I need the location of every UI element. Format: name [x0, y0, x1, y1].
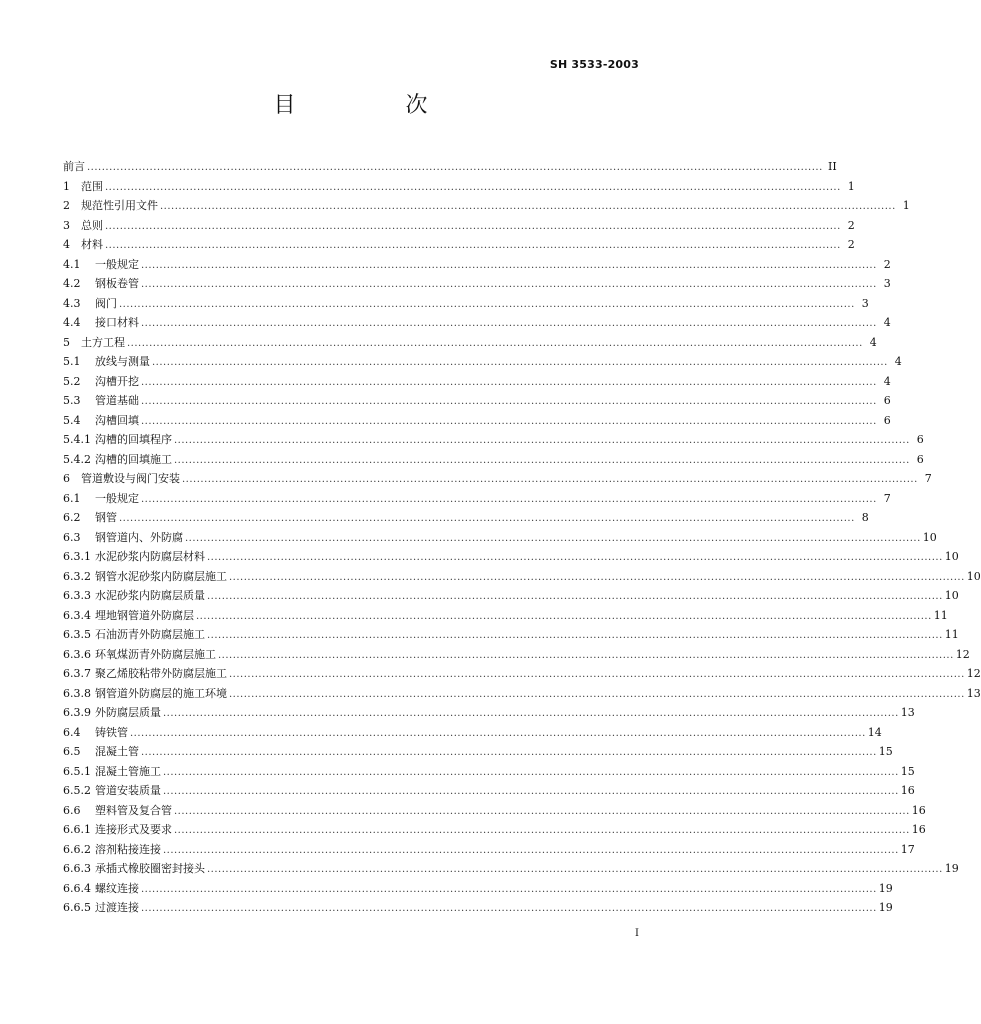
toc-entry-page: 16: [911, 803, 926, 817]
toc-dot-leader: ........................................................................................................................................................................................................: [229, 688, 965, 700]
toc-entry-label: 混凝土管: [95, 745, 139, 758]
toc-dot-leader: ........................................................................................................................................................................................................: [229, 669, 965, 680]
toc-entry-label: 钢管道内、外防腐: [95, 530, 183, 544]
toc-entry-page: 19: [878, 881, 893, 895]
toc-entry-page: II: [828, 160, 837, 173]
toc-entry-page: 16: [911, 823, 926, 836]
toc-dot-leader: ........................................................................................................................................................................................................: [207, 864, 943, 875]
toc-entry-number: 6.3.6: [63, 647, 91, 661]
toc-entry-page: 19: [944, 862, 959, 875]
toc-entry-label: 外防腐层质量: [95, 706, 161, 719]
toc-dot-leader: ........................................................................................................................................................................................................: [141, 415, 877, 427]
toc-entry-page: 10: [966, 569, 981, 583]
toc-entry-label: 连接形式及要求: [95, 823, 172, 836]
toc-entry-page: 4: [883, 316, 891, 329]
toc-entry-label: 石油沥青外防腐层施工: [95, 628, 205, 641]
toc-entry-label: 钢管水泥砂浆内防腐层施工: [95, 569, 227, 583]
toc-entry[interactable]: [63, 372, 891, 392]
toc-entry-number: 3: [63, 218, 70, 232]
toc-dot-leader: ........................................................................................................................................................................................................: [141, 376, 877, 388]
toc-dot-leader: ........................................................................................................................................................................................................: [163, 766, 899, 778]
toc-dot-leader: ........................................................................................................................................................................................................: [141, 493, 877, 505]
toc-dot-leader: ........................................................................................................................................................................................................: [141, 279, 877, 290]
toc-entry-label: 管道安装质量: [95, 784, 161, 797]
toc-entry-number: 6.5: [63, 745, 81, 758]
toc-entry-label: 放线与测量: [95, 355, 150, 368]
toc-entry[interactable]: [63, 489, 891, 509]
toc-entry-label: 沟槽回填: [95, 413, 139, 427]
toc-entry[interactable]: [63, 313, 891, 333]
toc-entry-label: 土方工程: [81, 335, 125, 349]
toc-entry[interactable]: [63, 567, 981, 587]
toc-entry-number: 5.4.2: [63, 452, 91, 466]
toc-entry[interactable]: [63, 391, 891, 411]
toc-entry[interactable]: [63, 781, 915, 801]
toc-entry-label: 过渡连接: [95, 901, 139, 914]
toc-entry-page: 8: [861, 511, 869, 524]
footer-page-number: I: [635, 928, 639, 939]
toc-entry-number: 6.6: [63, 803, 81, 817]
toc-entry-label: 钢板卷管: [95, 277, 139, 290]
toc-entry-page: 10: [922, 530, 937, 544]
toc-entry-label: 沟槽的回填程序: [95, 433, 172, 446]
toc-entry[interactable]: [63, 216, 855, 236]
table-of-contents: [63, 157, 981, 918]
toc-dot-leader: ........................................................................................................................................................................................................: [119, 513, 855, 524]
toc-dot-leader: ........................................................................................................................................................................................................: [182, 474, 918, 485]
toc-entry-page: 7: [924, 472, 932, 485]
toc-dot-leader: ........................................................................................................................................................................................................: [174, 454, 910, 466]
toc-entry-label: 一般规定: [95, 257, 139, 271]
toc-entry-page: 11: [944, 628, 959, 641]
toc-entry-label: 前言: [63, 160, 85, 173]
toc-dot-leader: ........................................................................................................................................................................................................: [141, 883, 877, 895]
toc-entry[interactable]: [63, 333, 877, 353]
toc-entry[interactable]: [63, 723, 882, 743]
toc-entry-number: 6.6.3: [63, 862, 91, 875]
toc-dot-leader: ........................................................................................................................................................................................................: [119, 298, 855, 310]
toc-entry-label: 接口材料: [95, 316, 139, 329]
toc-entry-number: 5.4: [63, 413, 81, 427]
toc-entry-number: 6.6.4: [63, 881, 91, 895]
toc-entry-page: 13: [900, 706, 915, 719]
toc-entry-label: 范围: [81, 179, 103, 193]
toc-entry[interactable]: [63, 294, 869, 314]
toc-dot-leader: ........................................................................................................................................................................................................: [141, 318, 877, 329]
toc-entry-number: 5.2: [63, 374, 81, 388]
toc-entry-page: 6: [916, 452, 924, 466]
toc-entry-page: 3: [883, 277, 891, 290]
toc-entry-label: 铸铁管: [95, 725, 128, 739]
toc-entry-page: 2: [883, 257, 891, 271]
toc-entry-page: 2: [847, 218, 855, 232]
toc-dot-leader: ........................................................................................................................................................................................................: [163, 844, 899, 856]
toc-dot-leader: ........................................................................................................................................................................................................: [207, 552, 943, 563]
toc-dot-leader: ........................................................................................................................................................................................................: [160, 201, 896, 212]
toc-entry-number: 6.1: [63, 491, 81, 505]
toc-entry[interactable]: [63, 820, 926, 840]
toc-dot-leader: ........................................................................................................................................................................................................: [163, 786, 899, 797]
toc-entry-number: 6.6.2: [63, 842, 91, 856]
toc-entry-page: 10: [944, 589, 959, 602]
toc-entry[interactable]: [63, 255, 891, 275]
toc-entry-label: 一般规定: [95, 491, 139, 505]
toc-entry-number: 6.4: [63, 725, 81, 739]
page-title: 目次: [273, 93, 538, 118]
toc-dot-leader: ........................................................................................................................................................................................................: [185, 532, 921, 544]
toc-entry-number: 4.3: [63, 296, 81, 310]
toc-entry-number: 6.3.5: [63, 628, 91, 641]
toc-entry-label: 材料: [81, 238, 103, 251]
toc-entry[interactable]: [63, 352, 902, 372]
toc-entry[interactable]: [63, 664, 981, 684]
toc-entry-number: 1: [63, 179, 70, 193]
toc-entry-page: 14: [867, 725, 882, 739]
toc-entry-page: 12: [966, 667, 981, 680]
toc-entry-label: 管道敷设与阀门安装: [81, 472, 180, 485]
toc-entry-number: 6.3.9: [63, 706, 91, 719]
toc-dot-leader: ........................................................................................................................................................................................................: [105, 181, 841, 193]
toc-entry[interactable]: [63, 684, 981, 704]
toc-entry-number: 2: [63, 199, 70, 212]
toc-entry[interactable]: [63, 508, 869, 528]
toc-entry-label: 溶剂粘接连接: [95, 842, 161, 856]
toc-entry-label: 沟槽开挖: [95, 374, 139, 388]
toc-entry-label: 钢管道外防腐层的施工环境: [95, 686, 227, 700]
toc-entry-label: 螺纹连接: [95, 881, 139, 895]
toc-entry-page: 4: [869, 335, 877, 349]
toc-dot-leader: ........................................................................................................................................................................................................: [141, 747, 877, 758]
toc-entry-label: 埋地钢管道外防腐层: [95, 608, 194, 622]
toc-dot-leader: ........................................................................................................................................................................................................: [130, 727, 866, 739]
toc-dot-leader: ........................................................................................................................................................................................................: [196, 610, 932, 622]
toc-entry[interactable]: [63, 801, 926, 821]
toc-entry-page: 12: [955, 647, 970, 661]
toc-entry-page: 17: [900, 842, 915, 856]
toc-entry-label: 水泥砂浆内防腐层质量: [95, 589, 205, 602]
toc-entry[interactable]: [63, 430, 924, 450]
toc-entry-page: 11: [933, 608, 948, 622]
toc-dot-leader: ........................................................................................................................................................................................................: [141, 903, 877, 914]
toc-entry[interactable]: [63, 645, 970, 665]
toc-entry-number: 6.3.7: [63, 667, 91, 680]
toc-entry-page: 13: [966, 686, 981, 700]
toc-dot-leader: ........................................................................................................................................................................................................: [174, 435, 910, 446]
toc-dot-leader: ........................................................................................................................................................................................................: [105, 220, 841, 232]
toc-entry-page: 15: [878, 745, 893, 758]
toc-entry-label: 规范性引用文件: [81, 199, 158, 212]
toc-dot-leader: ........................................................................................................................................................................................................: [105, 240, 841, 251]
toc-entry-number: 6.3.3: [63, 589, 91, 602]
toc-entry-label: 环氧煤沥青外防腐层施工: [95, 647, 216, 661]
toc-entry-page: 4: [894, 355, 902, 368]
toc-entry-number: 6.3: [63, 530, 81, 544]
toc-entry-label: 聚乙烯胶粘带外防腐层施工: [95, 667, 227, 680]
toc-entry[interactable]: [63, 879, 893, 899]
toc-dot-leader: ........................................................................................................................................................................................................: [207, 630, 943, 641]
toc-entry-label: 阀门: [95, 296, 117, 310]
toc-entry-number: 4.4: [63, 316, 81, 329]
toc-dot-leader: ........................................................................................................................................................................................................: [152, 357, 888, 368]
toc-entry-number: 4.1: [63, 257, 81, 271]
toc-entry-label: 管道基础: [95, 394, 139, 407]
toc-dot-leader: ........................................................................................................................................................................................................: [141, 396, 877, 407]
toc-entry-number: 6.2: [63, 511, 81, 524]
toc-entry-page: 2: [847, 238, 855, 251]
toc-dot-leader: ........................................................................................................................................................................................................: [87, 162, 823, 173]
toc-entry[interactable]: [63, 196, 910, 216]
toc-entry-number: 6.3.8: [63, 686, 91, 700]
toc-entry[interactable]: [63, 177, 855, 197]
toc-dot-leader: ........................................................................................................................................................................................................: [174, 805, 910, 817]
toc-dot-leader: ........................................................................................................................................................................................................: [141, 259, 877, 271]
toc-entry-number: 6: [63, 472, 70, 485]
toc-entry-label: 承插式橡胶圈密封接头: [95, 862, 205, 875]
toc-entry-number: 6.6.1: [63, 823, 91, 836]
toc-entry[interactable]: [63, 235, 855, 255]
toc-entry-number: 5.3: [63, 394, 81, 407]
toc-entry-page: 4: [883, 374, 891, 388]
toc-entry-label: 水泥砂浆内防腐层材料: [95, 550, 205, 563]
toc-entry[interactable]: [63, 411, 891, 431]
toc-entry[interactable]: [63, 274, 891, 294]
toc-entry-page: 7: [883, 491, 891, 505]
toc-entry-number: 4: [63, 238, 70, 251]
toc-dot-leader: ........................................................................................................................................................................................................: [207, 591, 943, 602]
toc-entry-number: 5: [63, 335, 70, 349]
toc-entry[interactable]: [63, 450, 924, 470]
toc-entry[interactable]: [63, 469, 932, 489]
toc-entry-label: 钢管: [95, 511, 117, 524]
toc-entry-page: 6: [883, 413, 891, 427]
toc-entry[interactable]: [63, 859, 959, 879]
toc-entry-number: 6.3.1: [63, 550, 91, 563]
toc-entry[interactable]: [63, 703, 915, 723]
toc-entry-number: 6.6.5: [63, 901, 91, 914]
toc-entry[interactable]: [63, 547, 959, 567]
toc-dot-leader: ........................................................................................................................................................................................................: [229, 571, 965, 583]
toc-entry[interactable]: [63, 528, 937, 548]
toc-entry-page: 15: [900, 764, 915, 778]
toc-entry-page: 3: [861, 296, 869, 310]
toc-dot-leader: ........................................................................................................................................................................................................: [218, 649, 954, 661]
toc-dot-leader: ........................................................................................................................................................................................................: [127, 337, 863, 349]
toc-entry-number: 6.5.1: [63, 764, 91, 778]
toc-entry[interactable]: [63, 625, 959, 645]
toc-entry[interactable]: [63, 586, 959, 606]
toc-entry-page: 1: [847, 179, 855, 193]
toc-entry-label: 沟槽的回填施工: [95, 452, 172, 466]
toc-entry[interactable]: [63, 898, 893, 918]
standard-code: SH 3533-2003: [549, 58, 639, 71]
toc-entry-page: 10: [944, 550, 959, 563]
toc-entry-page: 19: [878, 901, 893, 914]
toc-entry-page: 16: [900, 784, 915, 797]
toc-dot-leader: ........................................................................................................................................................................................................: [174, 825, 910, 836]
toc-entry-page: 6: [916, 433, 924, 446]
toc-entry-label: 总则: [81, 218, 103, 232]
toc-entry-page: 6: [883, 394, 891, 407]
toc-entry-page: 1: [902, 199, 910, 212]
toc-entry[interactable]: [63, 742, 893, 762]
toc-entry[interactable]: [63, 157, 837, 177]
toc-entry-number: 4.2: [63, 277, 81, 290]
toc-entry-number: 5.1: [63, 355, 81, 368]
toc-entry-number: 6.3.4: [63, 608, 91, 622]
toc-entry-number: 6.5.2: [63, 784, 91, 797]
toc-entry[interactable]: [63, 762, 915, 782]
toc-entry-label: 塑料管及复合管: [95, 803, 172, 817]
toc-entry-number: 5.4.1: [63, 433, 91, 446]
toc-entry-label: 混凝土管施工: [95, 764, 161, 778]
toc-entry-number: 6.3.2: [63, 569, 91, 583]
toc-entry[interactable]: [63, 606, 948, 626]
toc-entry[interactable]: [63, 840, 915, 860]
toc-dot-leader: ........................................................................................................................................................................................................: [163, 708, 899, 719]
